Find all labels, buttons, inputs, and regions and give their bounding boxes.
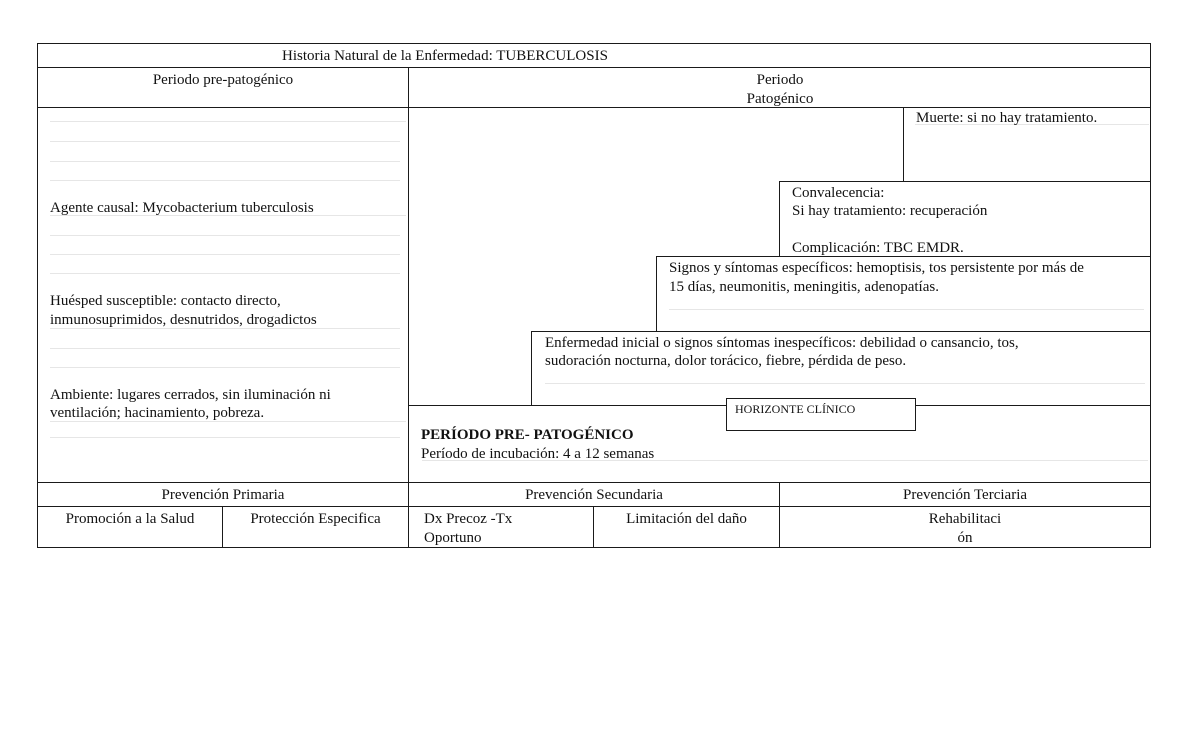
promocion-salud: Promoción a la Salud [65, 511, 195, 527]
ambiente-line1: Ambiente: lugares cerrados, sin iluminación ni [50, 387, 331, 403]
horizonte-clinico-label: HORIZONTE CLÍNICO [735, 402, 856, 416]
limitacion-dano: Limitación del daño [626, 511, 747, 527]
inicial-line2: sudoración nocturna, dolor torácico, fiebre, pérdida de peso. [545, 353, 907, 369]
header-patogenico-line2: Patogénico [746, 91, 814, 107]
signos-line2: 15 días, neumonitis, meningitis, adenopatías. [669, 279, 939, 295]
incubacion-text: Período de incubación: 4 a 12 semanas [421, 446, 655, 462]
stair-muerte-left [903, 107, 904, 182]
convalecencia-line1: Convalecencia: [792, 185, 885, 201]
periodo-pre-label: PERÍODO PRE- PATOGÉNICO [421, 427, 634, 443]
guide-line [50, 367, 400, 368]
main-column-divider [408, 67, 409, 548]
prevencion-secundaria: Prevención Secundaria [525, 487, 663, 503]
dx-precoz-line2: Oportuno [424, 530, 482, 546]
guide-line [50, 437, 400, 438]
signos-line1: Signos y síntomas específicos: hemoptisis, tos persistente por más de [669, 260, 1084, 276]
stair-inicial-left [531, 331, 532, 406]
guide-line [50, 235, 400, 236]
stair-signos-left [656, 256, 657, 332]
prevencion-terciaria: Prevención Terciaria [902, 487, 1028, 503]
stair-convalecencia-top [779, 181, 1151, 182]
guide-line [669, 309, 1144, 310]
dx-precoz-line1: Dx Precoz -Tx [424, 511, 513, 527]
convalecencia-line2: Si hay tratamiento: recuperación [792, 203, 988, 219]
title-divider [37, 67, 1151, 68]
border-left [37, 43, 38, 548]
huesped-line2: inmunosuprimidos, desnutridos, drogadictos [50, 312, 317, 328]
inicial-line1: Enfermedad inicial o signos síntomas inespecíficos: debilidad o cansancio, tos, [545, 335, 1019, 351]
guide-line [50, 180, 400, 181]
guide-line [50, 254, 400, 255]
guide-line [50, 121, 406, 122]
stair-convalecencia-left [779, 181, 780, 257]
guide-line [50, 273, 400, 274]
agente-causal: Agente causal: Mycobacterium tuberculosis [50, 200, 314, 216]
proteccion-especifica: Protección Especifica [250, 511, 381, 527]
guide-line [50, 161, 400, 162]
ambiente-line2: ventilación; hacinamiento, pobreza. [50, 405, 265, 421]
prevention-mid-line [37, 506, 1151, 507]
prevencion-primaria: Prevención Primaria [161, 487, 285, 503]
border-top [37, 43, 1151, 44]
diagram-title: Historia Natural de la Enfermedad: TUBERCULOSIS [282, 48, 608, 64]
huesped-line1: Huésped susceptible: contacto directo, [50, 293, 281, 309]
rehabilitacion-line1: Rehabilitaci [928, 511, 1002, 527]
rehabilitacion-line2: ón [957, 530, 973, 546]
border-right [1150, 43, 1151, 548]
muerte-text: Muerte: si no hay tratamiento. [916, 110, 1098, 126]
guide-line [50, 348, 400, 349]
stair-inicial-top [531, 331, 1151, 332]
prevention-top-line [37, 482, 1151, 483]
header-prepatogenico: Periodo pre-patogénico [152, 72, 294, 88]
guide-line [545, 383, 1145, 384]
guide-line [50, 141, 400, 142]
header-patogenico-line1: Periodo [756, 72, 804, 88]
complicacion-text: Complicación: TBC EMDR. [792, 240, 964, 256]
